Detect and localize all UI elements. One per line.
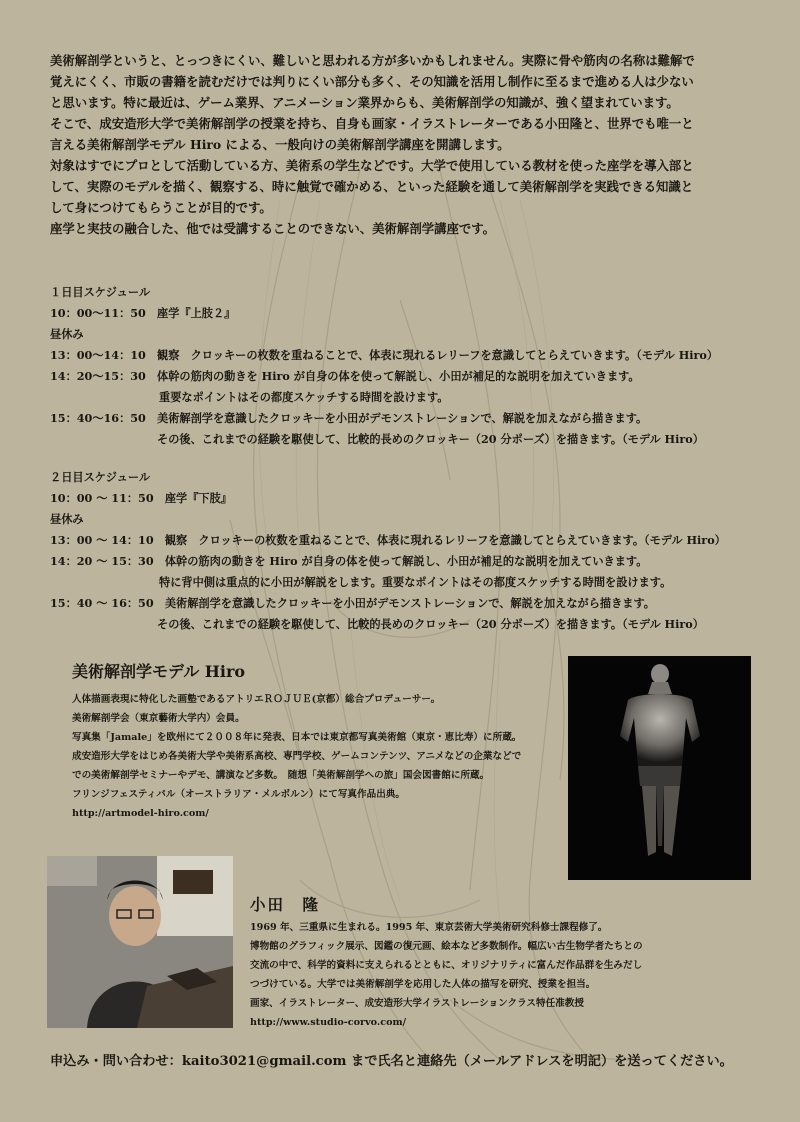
oda-portrait — [47, 856, 233, 1028]
oda-url[interactable]: http://www.studio-corvo.com/ — [250, 1017, 407, 1028]
intro-line: して、実際のモデルを描く、観察する、時に触覚で確かめる、といった経験を通して美術解剖学を実践できる知識と — [50, 179, 694, 194]
schedule-row — [50, 408, 770, 429]
time: 10：00 〜 11：50 — [50, 491, 154, 505]
intro-text — [50, 50, 762, 239]
day2-schedule — [50, 467, 770, 635]
desc: 観察 クロッキーの枚数を重ねることで、体表に現れるレリーフを意識してとらえていきます。（モデル Hiro） — [164, 533, 726, 547]
schedule-row — [50, 551, 770, 572]
time: 13：00 〜 14：10 — [50, 533, 154, 547]
bio-line: 交流の中で、科学的資料に支えられるとともに、オリジナリティに富んだ作品群を生みだし — [250, 960, 643, 971]
intro-line: 美術解剖学というと、とっつきにくい、難しいと思われる方が多いかもしれません。実際に骨や筋肉の名称は難解で — [50, 53, 695, 68]
oda-title: 小田 隆 — [250, 895, 321, 914]
time: 14：20 〜 15：30 — [50, 554, 154, 568]
schedule-row — [50, 366, 770, 387]
day1-heading: １日目スケジュール — [50, 285, 151, 299]
hiro-figure — [568, 656, 751, 880]
desc: 美術解剖学を意識したクロッキーを小田がデモンストレーションで、解説を加えながら描きます。 — [157, 411, 648, 425]
desc: 観察 クロッキーの枚数を重ねることで、体表に現れるレリーフを意識してとらえていきます。（モデル Hiro） — [157, 348, 719, 362]
time: 15：40〜16：50 — [50, 411, 146, 425]
intro-line: 座学と実技の融合した、他では受講することのできない、美術解剖学講座です。 — [50, 221, 496, 236]
intro-line: そこで、成安造形大学で美術解剖学の授業を持ち、自身も画家・イラストレーターである小田隆と、世界でも唯一と — [50, 116, 694, 131]
oda-photo — [47, 856, 233, 1028]
schedule-row — [50, 530, 770, 551]
schedule-row — [50, 593, 770, 614]
intro-line: 対象はすでにプロとして活動している方、美術系の学生などです。大学で使用している教材を使った座学を導入部と — [50, 158, 694, 173]
hiro-bio — [72, 690, 562, 823]
desc: 美術解剖学を意識したクロッキーを小田がデモンストレーションで、解説を加えながら描きます。 — [164, 596, 655, 610]
hiro-url[interactable]: http://artmodel-hiro.com/ — [72, 808, 209, 819]
bio-line: 博物館のグラフィック展示、図鑑の復元画、絵本など多数制作。幅広い古生物学者たちとの — [250, 941, 643, 952]
desc: 座学『上肢２』 — [157, 306, 236, 320]
oda-bio — [250, 918, 770, 1032]
schedule-row — [50, 488, 770, 509]
intro-line: して身につけてもらうことが目的です。 — [50, 200, 272, 215]
intro-line: 覚えにくく、市販の書籍を読むだけでは判りにくい部分も多く、その知識を活用し制作に至るまで進める人は少ない — [50, 74, 694, 89]
bio-line: 画家、イラストレーター、成安造形大学イラストレーションクラス特任准教授 — [250, 998, 584, 1009]
time: 15：40 〜 16：50 — [50, 596, 154, 610]
day2-heading: ２日目スケジュール — [50, 470, 151, 484]
schedule-row — [50, 303, 770, 324]
bio-line: フリンジフェスティバル（オーストラリア・メルボルン）にて写真作品出典。 — [72, 789, 405, 800]
time: 13：00〜14：10 — [50, 348, 146, 362]
contact-info: 申込み・問い合わせ：kaito3021@gmail.com まで氏名と連絡先（メールアドレスを明記）を送ってください。 — [50, 1054, 733, 1069]
bio-line: 1969 年、三重県に生まれる。1995 年、東京芸術大学美術研究科修士課程修了。 — [250, 922, 608, 933]
schedule-row-cont: 特に背中側は重点的に小田が解説をします。重要なポイントはその都度スケッチする時間を設けます。 — [159, 575, 672, 589]
bio-line: つづけている。大学では美術解剖学を応用した人体の描写を研究、授業を担当。 — [250, 979, 596, 990]
hiro-photo — [568, 656, 751, 880]
bio-line: 人体描画表現に特化した画塾であるアトリエＲＯＪＵＥ(京都）総合プロデューサー。 — [72, 694, 441, 705]
desc: 体幹の筋肉の動きを Hiro が自身の体を使って解説し、小田が補足的な説明を加えていきます。 — [164, 554, 648, 568]
bio-line: 美術解剖学会（東京藝術大学内）会員。 — [72, 713, 245, 724]
desc: 体幹の筋肉の動きを Hiro が自身の体を使って解説し、小田が補足的な説明を加えていきます。 — [157, 369, 640, 383]
lunch-break: 昼休み — [50, 512, 84, 526]
intro-line: 言える美術解剖学モデル Hiro による、一般向けの美術解剖学講座を開講します。 — [50, 137, 510, 152]
schedule-row-cont: その後、これまでの経験を駆使して、比較的長めのクロッキー（20 分ポーズ）を描きます。（モデル Hiro） — [157, 617, 704, 631]
desc: 座学『下肢』 — [164, 491, 232, 505]
schedule-row — [50, 345, 770, 366]
hiro-title: 美術解剖学モデル Hiro — [72, 662, 246, 681]
time: 14：20〜15：30 — [50, 369, 146, 383]
intro-line: と思います。特に最近は、ゲーム業界、アニメーション業界からも、美術解剖学の知識が、強く望まれています。 — [50, 95, 679, 110]
day1-schedule — [50, 282, 770, 450]
bio-line: 成安造形大学をはじめ各美術大学や美術系高校、専門学校、ゲームコンテンツ、アニメなどの企業などで — [72, 751, 522, 762]
lunch-break: 昼休み — [50, 327, 84, 341]
schedule-row-cont: 重要なポイントはその都度スケッチする時間を設けます。 — [159, 390, 449, 404]
bio-line: での美術解剖学セミナーやデモ、講演など多数。 随想「美術解剖学への旅」国会図書館に所蔵。 — [72, 770, 490, 781]
bio-line: 写真集「Jamale」を欧州にて２００８年に発表、日本では東京都写真美術館（東京・恵比寿）に所蔵。 — [72, 732, 522, 743]
time: 10：00〜11：50 — [50, 306, 146, 320]
schedule-row-cont: その後、これまでの経験を駆使して、比較的長めのクロッキー（20 分ポーズ）を描きます。（モデル Hiro） — [157, 432, 704, 446]
